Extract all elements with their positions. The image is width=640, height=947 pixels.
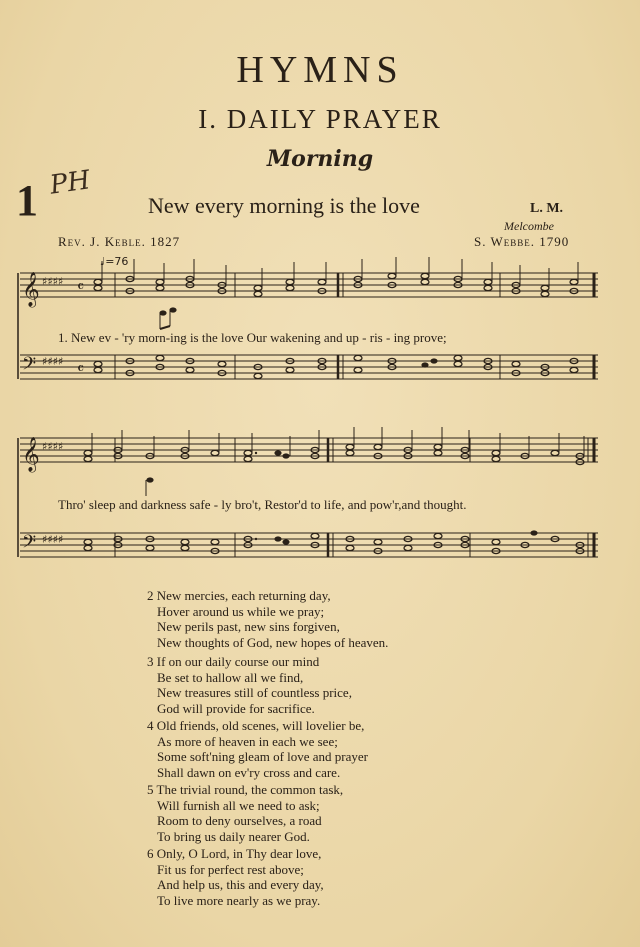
verse-6	[147, 846, 324, 908]
verse-line: New perils past, new sins forgiven,	[157, 619, 340, 634]
verse-line: If on our daily course our mind	[156, 654, 320, 669]
author-credit: Rev. J. Keble. 1827	[58, 234, 181, 249]
svg-text:𝄢: 𝄢	[22, 354, 37, 379]
verse-number: 2	[147, 588, 154, 603]
svg-text:𝄴: 𝄴	[77, 359, 85, 378]
lyric-line-2: Thro' sleep and darkness safe - ly bro't, Restor'd to life, and pow'r,and thought.	[58, 497, 467, 512]
handwritten-note: PH	[48, 165, 93, 201]
verse-line: To live more nearly as we pray.	[157, 892, 321, 908]
meter-label: L. M.	[530, 201, 564, 216]
verse-line: New mercies, each returning day,	[156, 588, 331, 603]
svg-text:𝄞: 𝄞	[22, 437, 40, 472]
verse-line: As more of heaven in each we see;	[157, 733, 338, 749]
verse-line: The trivial round, the common task,	[156, 782, 344, 797]
verse-number: 5	[147, 782, 154, 797]
verse-2	[147, 588, 388, 650]
verse-line: Room to deny ourselves, a road	[157, 813, 322, 828]
verse-3	[147, 654, 352, 716]
subsection-heading: Morning	[266, 146, 374, 172]
verse-line: Hover around us while we pray;	[157, 603, 325, 619]
hymn-number: 1	[16, 176, 38, 225]
svg-text:♯♯♯♯: ♯♯♯♯	[42, 275, 64, 288]
verse-line: Some soft'ning gleam of love and prayer	[157, 749, 369, 764]
svg-text:♯♯♯♯: ♯♯♯♯	[42, 440, 64, 453]
lyric-line-1: 1. New ev - 'ry morn-ing is the love Our wakening and up - ris - ing prove;	[58, 330, 447, 345]
verse-line: To bring us daily nearer God.	[157, 828, 310, 844]
verse-line: And help us, this and every day,	[157, 877, 324, 892]
verse-line: Old friends, old scenes, will lovelier be,	[156, 718, 365, 733]
verse-line: New thoughts of God, new hopes of heaven.	[157, 634, 389, 650]
svg-text:𝄢: 𝄢	[22, 532, 37, 557]
verse-number: 4	[147, 718, 154, 733]
verse-line: Shall dawn on ev'ry cross and care.	[157, 764, 341, 780]
verse-line: Fit us for perfect rest above;	[157, 861, 304, 877]
verse-line: Will furnish all we need to ask;	[157, 797, 320, 813]
svg-text:𝄞: 𝄞	[22, 272, 40, 307]
section-heading: I. DAILY PRAYER	[198, 104, 442, 134]
svg-text:♯♯♯♯: ♯♯♯♯	[42, 533, 64, 546]
verse-number: 6	[147, 846, 154, 861]
page-title: HYMNS	[236, 49, 404, 91]
verse-number: 3	[147, 654, 154, 669]
verse-line: Only, O Lord, in Thy dear love,	[156, 846, 322, 861]
tune-name: Melcombe	[504, 219, 554, 233]
verse-line: God will provide for sacrifice.	[157, 700, 315, 716]
svg-text:𝄴: 𝄴	[77, 277, 85, 296]
svg-text:♯♯♯♯: ♯♯♯♯	[42, 355, 64, 368]
verse-line: Be set to hallow all we find,	[157, 669, 304, 685]
verse-line: New treasures still of countless price,	[157, 685, 352, 700]
verse-5	[147, 782, 343, 844]
hymn-first-line: New every morning is the love	[148, 193, 420, 218]
verse-4	[147, 718, 368, 780]
tempo-marking: ♩=76	[100, 255, 129, 268]
composer-credit: S. Webbe. 1790	[474, 234, 570, 249]
